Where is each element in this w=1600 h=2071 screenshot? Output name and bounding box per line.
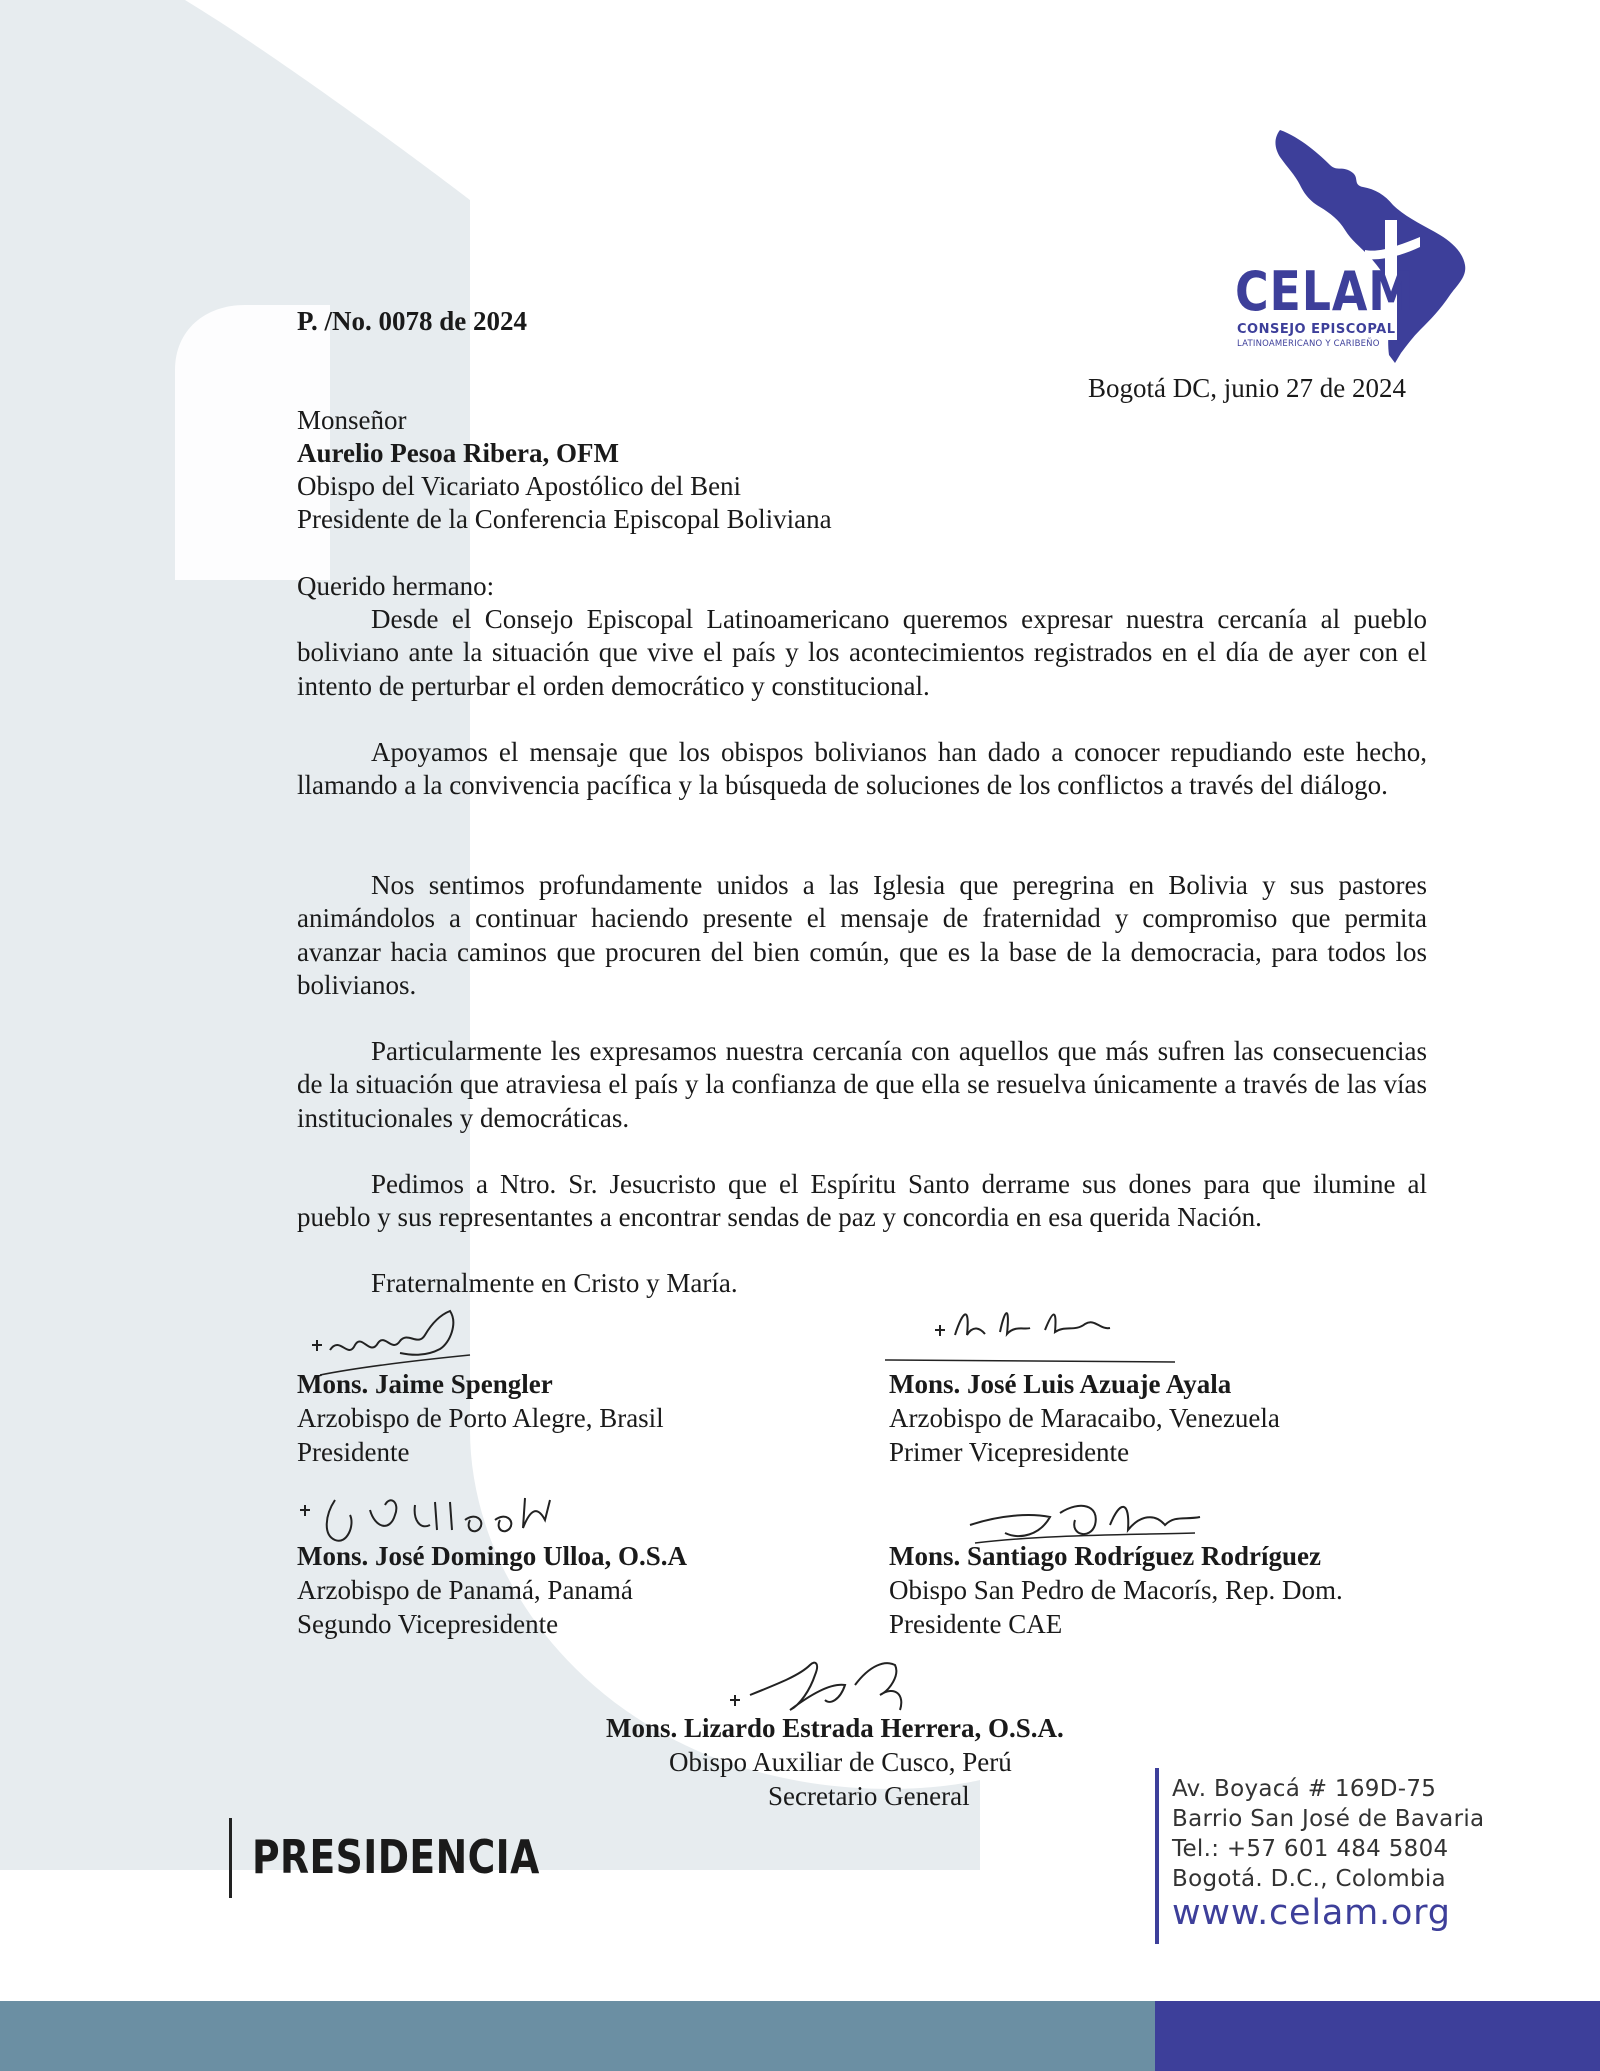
body-paragraph-2: Apoyamos el mensaje que los obispos bolivianos han dado a conocer repudiando este hecho, llamando a la convivencia pacífica y la búsqueda de soluciones de los conflictos a través del diálogo. bbox=[297, 737, 1427, 801]
body-paragraph-5: Pedimos a Ntro. Sr. Jesucristo que el Espíritu Santo derrame sus dones para que ilumine al pueblo y sus representantes a encontrar sendas de paz y concordia en esa querida Nación. bbox=[297, 1169, 1427, 1233]
address-line-2: Barrio San José de Bavaria bbox=[1172, 1806, 1485, 1832]
body-paragraph-3: Nos sentimos profundamente unidos a las Iglesia que peregrina en Bolivia y sus pastores animándolos a continuar haciendo presente el mensaje de fraternidad y compromiso que permita avanzar hacia caminos que procuren del bien común, que es la base de la democracia, para todos los bolivianos. bbox=[297, 870, 1427, 1000]
signatory-4-line2: Presidente CAE bbox=[889, 1609, 1063, 1639]
footer-band-left bbox=[0, 2001, 1155, 2071]
recipient-title: Monseñor bbox=[297, 405, 407, 435]
logo-wordmark: CELAM bbox=[1235, 260, 1415, 323]
signatory-3-line2: Segundo Vicepresidente bbox=[297, 1609, 559, 1639]
address-divider bbox=[1155, 1768, 1159, 1944]
signatory-3-name: Mons. José Domingo Ulloa, O.S.A bbox=[297, 1541, 688, 1571]
celam-logo bbox=[1225, 125, 1475, 365]
recipient-name: Aurelio Pesoa Ribera, OFM bbox=[297, 438, 619, 468]
signatory-1-line1: Arzobispo de Porto Alegre, Brasil bbox=[297, 1403, 664, 1433]
body-paragraph-4: Particularmente les expresamos nuestra cercanía con aquellos que más sufren las consecuencias de la situación que atraviesa el país y la confianza de que ella se resuelva únicamente a través de las vías institucionales y democráticas. bbox=[297, 1036, 1427, 1133]
presidencia-divider bbox=[229, 1818, 232, 1898]
signatory-2-line1: Arzobispo de Maracaibo, Venezuela bbox=[889, 1403, 1280, 1433]
reference-number: P. /No. 0078 de 2024 bbox=[297, 306, 528, 336]
signatory-5-line1: Obispo Auxiliar de Cusco, Perú bbox=[669, 1747, 1012, 1777]
department-label: PRESIDENCIA bbox=[252, 1830, 540, 1884]
logo-subtitle-2: LATINOAMERICANO Y CARIBEÑO bbox=[1237, 339, 1380, 349]
recipient-role-2: Presidente de la Conferencia Episcopal Boliviana bbox=[297, 504, 832, 534]
signature-spengler bbox=[300, 1305, 480, 1390]
address-line-city: Bogotá. D.C., Colombia bbox=[1172, 1866, 1446, 1892]
signature-rodriguez bbox=[960, 1495, 1210, 1565]
signatory-5-name: Mons. Lizardo Estrada Herrera, O.S.A. bbox=[606, 1713, 1064, 1743]
signature-estrada bbox=[720, 1655, 920, 1730]
signature-ulloa bbox=[295, 1490, 565, 1560]
signatory-2-line2: Primer Vicepresidente bbox=[889, 1437, 1130, 1467]
phone-line: Tel.: +57 601 484 5804 bbox=[1172, 1836, 1449, 1862]
closing: Fraternalmente en Cristo y María. bbox=[371, 1268, 738, 1298]
signatory-4-name: Mons. Santiago Rodríguez Rodríguez bbox=[889, 1541, 1321, 1571]
signature-azuaje bbox=[885, 1300, 1185, 1380]
signatory-1-line2: Presidente bbox=[297, 1437, 410, 1467]
place-date: Bogotá DC, junio 27 de 2024 bbox=[1088, 373, 1406, 403]
footer-band-right bbox=[1155, 2001, 1600, 2071]
logo-subtitle-1: CONSEJO EPISCOPAL bbox=[1237, 322, 1396, 337]
address-line-1: Av. Boyacá # 169D-75 bbox=[1172, 1776, 1437, 1802]
greeting: Querido hermano: bbox=[297, 571, 495, 601]
body-paragraph-1: Desde el Consejo Episcopal Latinoamericano queremos expresar nuestra cercanía al pueblo boliviano ante la situación que vive el país y los acontecimientos registrados en el día de ayer con el intento de perturbar el orden democrático y constitucional. bbox=[297, 604, 1427, 701]
signatory-1-name: Mons. Jaime Spengler bbox=[297, 1369, 553, 1399]
signatory-2-name: Mons. José Luis Azuaje Ayala bbox=[889, 1369, 1232, 1399]
signatory-3-line1: Arzobispo de Panamá, Panamá bbox=[297, 1575, 633, 1605]
recipient-role-1: Obispo del Vicariato Apostólico del Beni bbox=[297, 471, 742, 501]
signatory-4-line1: Obispo San Pedro de Macorís, Rep. Dom. bbox=[889, 1575, 1343, 1605]
website-link[interactable]: www.celam.org bbox=[1172, 1893, 1451, 1933]
signatory-5-line2: Secretario General bbox=[768, 1781, 970, 1811]
